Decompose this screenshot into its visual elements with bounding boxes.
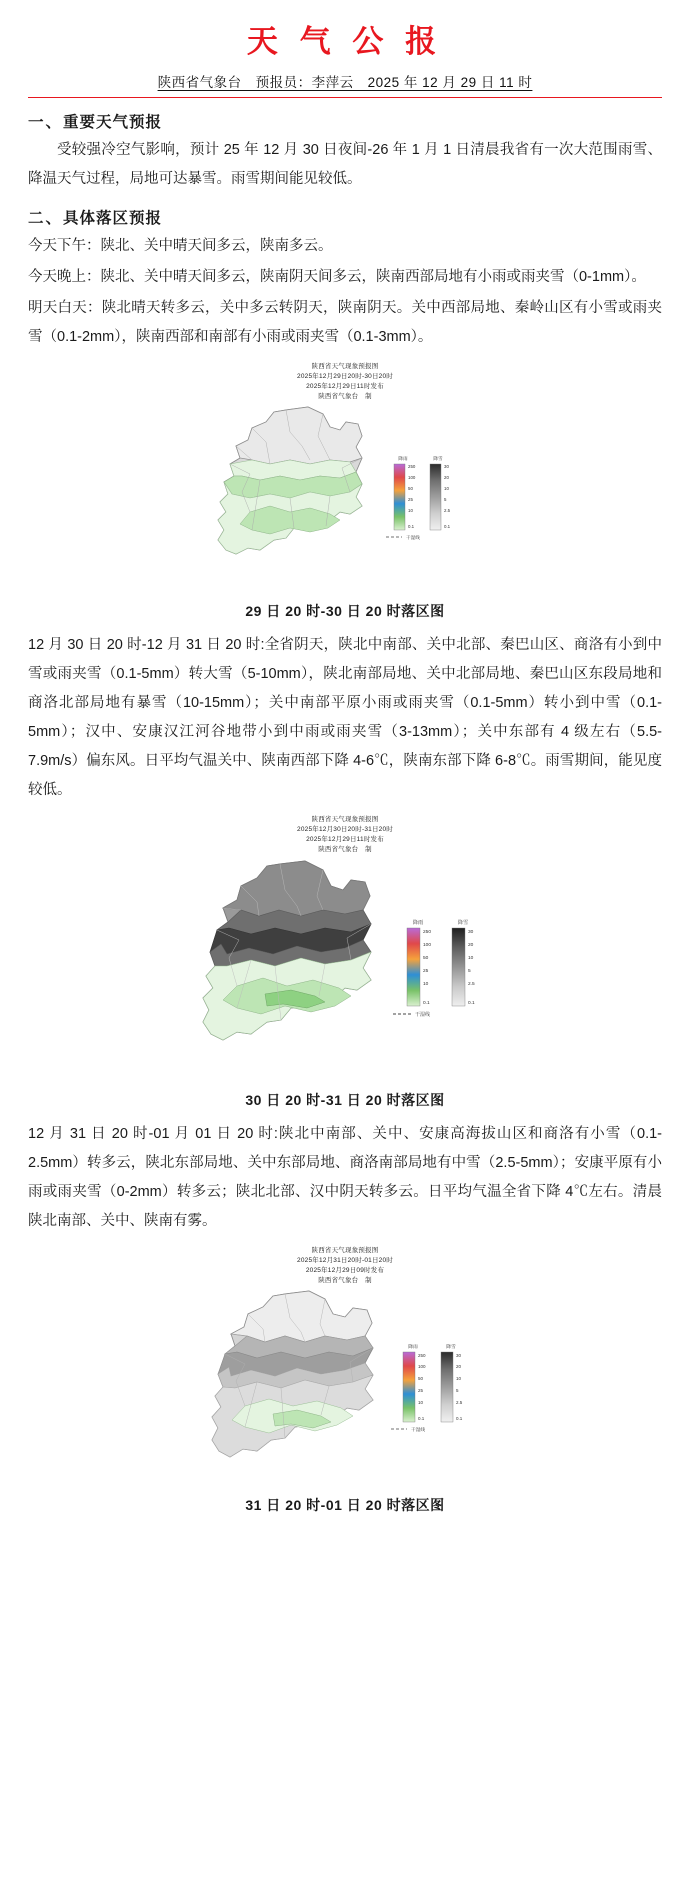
svg-text:10: 10 (418, 1399, 424, 1405)
map-legend-1 (386, 455, 451, 541)
figure-1 (28, 362, 662, 597)
map-legend-3 (391, 1343, 463, 1433)
svg-text:0.1: 0.1 (456, 1415, 463, 1421)
figure-1-title-line-2: 2025年12月29日20时-30日20时 (297, 373, 393, 381)
map-province-outline-3 (212, 1291, 373, 1457)
svg-text:250: 250 (418, 1352, 426, 1358)
svg-text:20: 20 (444, 475, 449, 481)
svg-text:降雪: 降雪 (433, 456, 443, 462)
svg-text:20: 20 (468, 942, 474, 948)
byline-container (0, 71, 690, 98)
svg-text:10: 10 (456, 1375, 462, 1381)
section-2-title: 具体落区预报 (63, 210, 163, 227)
svg-text:0.1: 0.1 (468, 1000, 475, 1006)
figure-2-caption: 30 日 20 时-31 日 20 时落区图 (245, 1091, 445, 1108)
svg-text:50: 50 (423, 955, 429, 961)
svg-text:10: 10 (423, 981, 429, 987)
svg-text:降雨: 降雨 (408, 1344, 418, 1350)
figure-3-title-line-3: 2025年12月29日09时发布 (305, 1266, 385, 1274)
figure-2-title-line-4: 陕西省气象台 制 (318, 846, 372, 854)
svg-text:5: 5 (444, 497, 447, 503)
forecast-dec31-jan01: 12 月 31 日 20 时-01 月 01 日 20 时:陕北中南部、关中、安康高海拔山区和商洛有小雪（0.1-2.5mm）转多云，陕北东部局地、关中东部局地、商洛南部局地有中雪（2.5-5mm）；安康平原有小雨或雨夹雪（0-2mm）转多云；陕北北部、汉中阴天转多云。日平均气温全省下降 4℃左右。清晨陕北南部、关中、陕南有雾。 (28, 1125, 662, 1229)
figure-2-title-line-3: 2025年12月29日11时发布 (306, 836, 384, 844)
figure-2 (28, 815, 662, 1085)
svg-text:250: 250 (408, 464, 416, 470)
svg-text:降雪: 降雪 (446, 1344, 456, 1350)
figure-1-caption: 29 日 20 时-30 日 20 时落区图 (245, 603, 445, 620)
svg-text:10: 10 (468, 955, 474, 961)
section-2-number: 二、 (28, 210, 64, 227)
svg-text:5: 5 (468, 968, 471, 974)
svg-text:干湿线: 干湿线 (406, 535, 420, 541)
section-heading-1 (28, 110, 662, 132)
map-province-outline-1 (218, 407, 362, 554)
svg-text:2.5: 2.5 (468, 981, 475, 987)
svg-text:25: 25 (408, 497, 413, 503)
forecast-tomorrow-daytime: 明天白天：陕北晴天转多云，关中多云转阴天，陕南阴天。关中西部局地、秦岭山区有小雪或雨夹雪（0.1-2mm），陕南西部和南部有小雨或雨夹雪（0.1-3mm）。 (28, 300, 662, 345)
section-1-number: 一、 (28, 114, 64, 131)
svg-text:2.5: 2.5 (456, 1399, 463, 1405)
svg-text:10: 10 (444, 486, 449, 492)
svg-text:降雨: 降雨 (398, 456, 408, 462)
svg-text:干湿线: 干湿线 (411, 1426, 426, 1432)
svg-text:100: 100 (418, 1363, 426, 1369)
svg-text:25: 25 (418, 1387, 424, 1393)
svg-text:10: 10 (408, 508, 413, 514)
figure-2-map-title (28, 815, 662, 855)
figure-3-title-line-4: 陕西省气象台 制 (318, 1276, 372, 1284)
figure-3-title-line-2: 2025年12月31日20时-01日20时 (297, 1256, 393, 1264)
map-province-outline-2 (203, 861, 371, 1040)
figure-3 (28, 1246, 662, 1491)
svg-text:20: 20 (456, 1363, 462, 1369)
svg-text:30: 30 (444, 464, 449, 470)
figure-1-title-line-3: 2025年12月29日11时发布 (306, 383, 384, 391)
section-1-title: 重要天气预报 (63, 114, 163, 131)
document-body (0, 110, 690, 1515)
byline-text: 陕西省气象台 预报员：李萍云 2025 年 12 月 29 日 11 时 (157, 75, 533, 90)
svg-text:0.1: 0.1 (444, 524, 451, 530)
figure-2-title-line-2: 2025年12月30日20时-31日20时 (297, 826, 393, 834)
figure-1-map-title (28, 362, 662, 402)
figure-3-caption: 31 日 20 时-01 日 20 时落区图 (245, 1496, 445, 1513)
svg-text:0.1: 0.1 (418, 1415, 425, 1421)
svg-text:50: 50 (418, 1375, 424, 1381)
forecast-today-afternoon: 今天下午：陕北、关中晴天间多云，陕南多云。 (28, 238, 333, 254)
shaanxi-forecast-map-3 (185, 1286, 505, 1491)
figure-2-title-line-1: 陕西省天气现象预报图 (311, 816, 379, 824)
figure-3-title-line-1: 陕西省天气现象预报图 (311, 1246, 379, 1254)
forecast-tonight: 今天晚上：陕北、关中晴天间多云，陕南阴天间多云，陕南西部局地有小雨或雨夹雪（0-1mm）。 (28, 269, 646, 285)
shaanxi-forecast-map-2 (175, 856, 515, 1086)
svg-text:25: 25 (423, 968, 429, 974)
svg-text:0.1: 0.1 (423, 1000, 430, 1006)
page-title: 天 气 公 报 (246, 24, 444, 59)
svg-text:100: 100 (423, 942, 432, 948)
svg-text:2.5: 2.5 (444, 508, 451, 514)
map-legend-2 (393, 918, 475, 1018)
svg-text:250: 250 (423, 929, 432, 935)
figure-3-map-title (28, 1246, 662, 1286)
figure-1-title-line-4: 陕西省气象台 制 (318, 393, 372, 401)
svg-text:30: 30 (456, 1352, 462, 1358)
svg-text:50: 50 (408, 486, 413, 492)
shaanxi-forecast-map-1 (190, 402, 500, 597)
byline (28, 71, 662, 98)
section-heading-2 (28, 206, 662, 228)
svg-text:5: 5 (456, 1387, 459, 1393)
svg-text:干湿线: 干湿线 (415, 1011, 431, 1018)
svg-text:100: 100 (408, 475, 416, 481)
svg-text:降雪: 降雪 (457, 919, 469, 926)
figure-1-title-line-1: 陕西省天气现象预报图 (311, 363, 379, 370)
forecast-dec30-dec31: 12 月 30 日 20 时-12 月 31 日 20 时:全省阴天，陕北中南部、关中北部、秦巴山区、商洛有小到中雪或雨夹雪（0.1-5mm）转大雪（5-10mm），陕北南部局地、关中北部局地、秦巴山区东段局地和商洛北部局地有暴雪（10-15mm）；关中南部平原小雨或雨夹雪（0.1-5mm）转小到中雪（0.1-5mm）；汉中、安康汉江河谷地带小到中雨或雨夹雪（3-13mm）；关中东部有 4 级左右（5.5-7.9m/s）偏东风。日平均气温关中、陕南西部下降 4-6℃，陕南东部下降 6-8℃。雨雪期间，能见度较低。 (28, 637, 662, 799)
svg-text:降雨: 降雨 (412, 919, 424, 926)
svg-text:30: 30 (468, 929, 474, 935)
section-1-paragraph-1: 受较强冷空气影响，预计 25 年 12 月 30 日夜间-26 年 1 月 1 日清晨我省有一次大范围雨雪、降温天气过程，局地可达暴雪。雨雪期间能见较低。 (28, 142, 662, 187)
svg-text:0.1: 0.1 (408, 524, 415, 530)
